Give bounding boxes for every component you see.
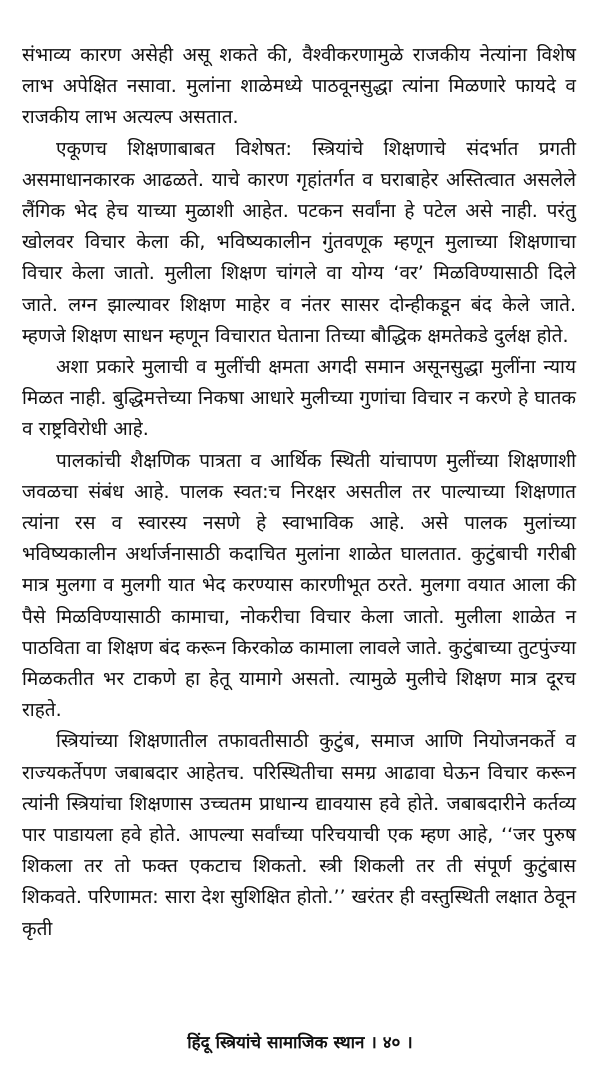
paragraph-2: एकूणच शिक्षणाबाबत विशेषत: स्त्रियांचे शिक्षणाचे संदर्भात प्रगती असमाधानकारक आढळते. याचे कारण गृहांतर्गत व घराबाहेर अस्तित्वात असलेले लैंगिक भेद हेच याच्या मुळाशी आहेत. पटकन सर्वांना हे पटेल असे नाही. परंतु खोलवर विचार केला की, भविष्यकालीन गुंतवणूक म्हणून मुलाच्या शिक्षणाचा विचार केला जातो. मुलीला शिक्षण चांगले वा योग्य ‘वर’ मिळविण्यासाठी दिले जाते. लग्न झाल्यावर शिक्षण माहेर व नंतर सासर दोन्हीकडून बंद केले जाते. म्हणजे शिक्षण साधन म्हणून विचारात घेताना तिच्या बौद्धिक क्षमतेकडे दुर्लक्ष होते. [22,137,576,347]
paragraph-3: अशा प्रकारे मुलाची व मुलींची क्षमता अगदी समान असूनसुद्धा मुलींना न्याय मिळत नाही. बुद्धिमत्तेच्या निकषा आधारे मुलीच्या गुणांचा विचार न करणे हे घातक व राष्ट्रविरोधी आहे. [22,356,576,441]
page-footer: हिंदू स्त्रियांचे सामाजिक स्थान । ४० । [187,1033,413,1053]
paragraph-1: संभाव्य कारण असेही असू शकते की, वैश्वीकरणामुळे राजकीय नेत्यांना विशेष लाभ अपेक्षित नसावा. मुलांना शाळेमध्ये पाठवूनसुद्धा त्यांना मिळणारे फायदे व राजकीय लाभ अत्यल्प असतात. [22,44,576,129]
paragraph-5: स्त्रियांच्या शिक्षणातील तफावतीसाठी कुटुंब, समाज आणि नियोजनकर्ते व राज्यकर्तेपण जबाबदार आहेतच. परिस्थितीचा समग्र आढावा घेऊन विचार करून त्यांनी स्त्रियांचा शिक्षणास उच्चतम प्राधान्य द्यावयास हवे होते. जबाबदारीने कर्तव्य पार पाडायला हवे होते. आपल्या सर्वांच्या परिचयाची एक म्हण आहे, ‘‘जर पुरुष शिकला तर तो फक्त एकटाच शिकतो. स्त्री शिकली तर ती संपूर्ण कुटुंबास शिकवते. परिणामत: सारा देश सुशिक्षित होतो.’’ खरंतर ही वस्तुस्थिती लक्षात ठेवून कृती [22,730,576,940]
paragraph-4: पालकांची शैक्षणिक पात्रता व आर्थिक स्थिती यांचापण मुलींच्या शिक्षणाशी जवळचा संबंध आहे. पालक स्वत:च निरक्षर असतील तर पाल्याच्या शिक्षणात त्यांना रस व स्वारस्य नसणे हे स्वाभाविक आहे. असे पालक मुलांच्या भविष्यकालीन अर्थार्जनासाठी कदाचित मुलांना शाळेत घालतात. कुटुंबाची गरीबी मात्र मुलगा व मुलगी यात भेद करण्यास कारणीभूत ठरते. मुलगा वयात आला की पैसे मिळविण्यासाठी कामाचा, नोकरीचा विचार केला जातो. मुलीला शाळेत न पाठविता वा शिक्षण बंद करून किरकोळ कामाला लावले जाते. कुटुंबाच्या तुटपुंज्या मिळकतीत भर टाकणे हा हेतू यामागे असतो. त्यामुळे मुलीचे शिक्षण मात्र दूरच राहते. [22,449,576,722]
